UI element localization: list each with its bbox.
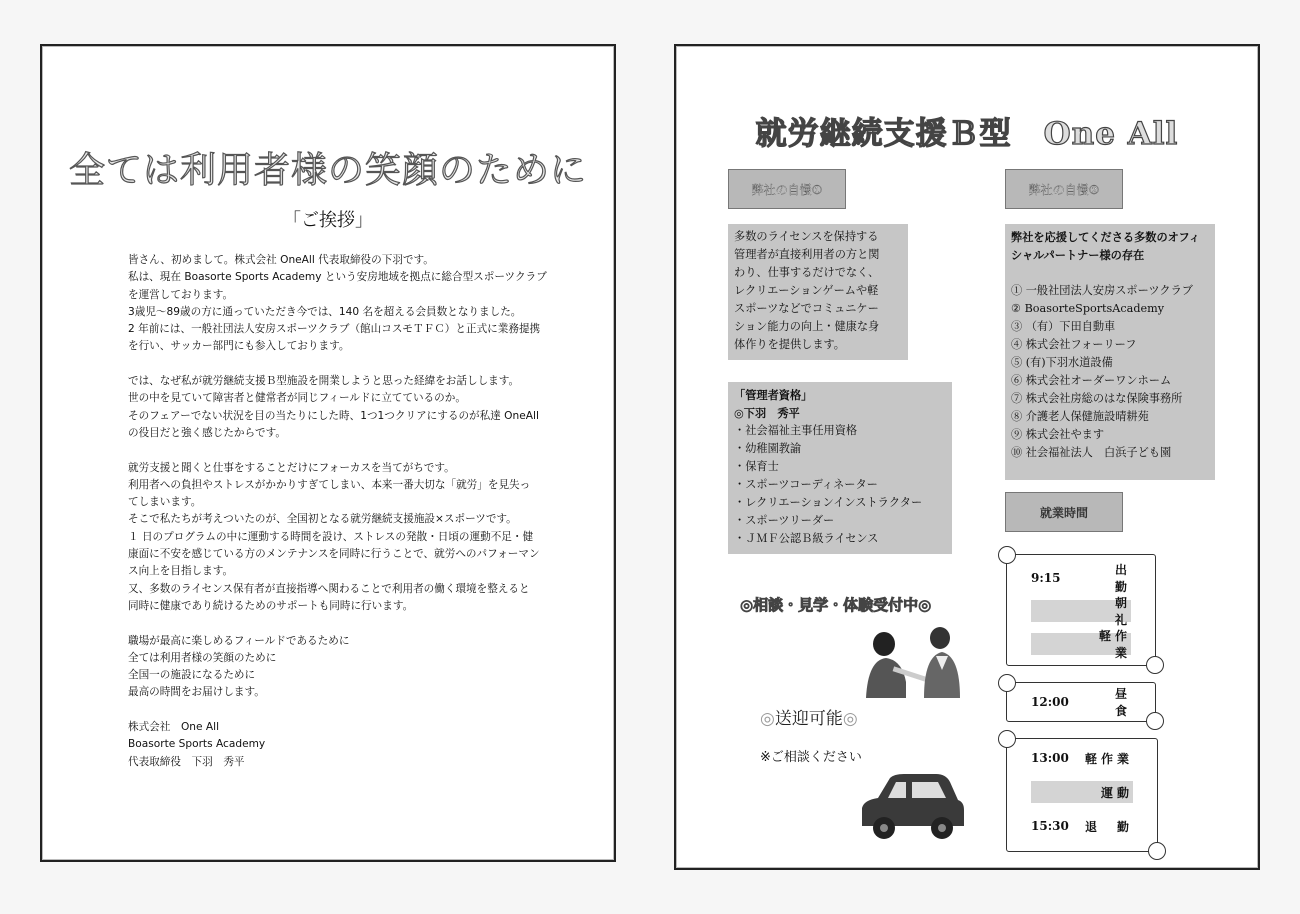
letter-line: てしまいます。 xyxy=(128,496,202,509)
pride1-line: 多数のライセンスを保持する xyxy=(734,230,879,243)
letter-line: 職場が最高に楽しめるフィールドであるために xyxy=(128,634,350,647)
letter-line: 2 年前には、一般社団法人安房スポーツクラブ（館山コスモＴＦＣ）と正式に業務提携 xyxy=(128,323,541,336)
pride1-line: スポーツなどでコミュニケー xyxy=(734,302,879,315)
letter-line: 又、多数のライセンス保有者が直接指導へ関わることで利用者の働く環境を整えると xyxy=(128,582,530,595)
letter-line: 同時に健康であり続けるためのサポートも同時に行います。 xyxy=(128,599,414,612)
pride2-heading-line: シャルパートナー様の存在 xyxy=(1011,248,1145,262)
schedule-activity: 朝 礼 xyxy=(1114,596,1148,627)
schedule-activity: 運動 xyxy=(1100,785,1133,800)
partner-item: ③ （有）下田自動車 xyxy=(1011,320,1116,333)
pride1-tag: 弊社の自慢① xyxy=(728,169,846,209)
letter-line: 利用者への負担やストレスがかかりすぎてしまい、本来一番大切な「就労」を見失っ xyxy=(128,478,531,491)
scroll-curl xyxy=(1146,712,1164,730)
pride1-line: わり、仕事するだけでなく、 xyxy=(734,266,880,279)
letter-line: そのフェアーでない状況を目の当たりにした時、1つ1つクリアにするのが私達 OneAll xyxy=(128,409,539,422)
letter-line: ス向上を目指します。 xyxy=(128,565,234,578)
letter-line: を運営しております。 xyxy=(128,288,234,301)
pickup-ring-left: ◎ xyxy=(760,709,775,729)
signature-line: Boasorte Sports Academy xyxy=(128,738,266,751)
partner-item: ⑤ (有)下羽水道設備 xyxy=(1011,356,1113,369)
schedule-row xyxy=(1031,747,1133,769)
pickup-ring-right: ◎ xyxy=(842,709,858,729)
partner-item: ⑨ 株式会社やます xyxy=(1011,428,1105,441)
pride1-line: 管理者が直接利用者の方と関 xyxy=(734,248,880,261)
qualification-item: ・スポーツリーダー xyxy=(734,514,835,527)
work-hours-tag: 就業時間 xyxy=(1005,492,1123,532)
scroll-curl xyxy=(998,674,1016,692)
schedule-activity: 出 勤 xyxy=(1114,563,1148,594)
letter-line: 皆さん、初めまして。株式会社 OneAll 代表取締役の下羽です。 xyxy=(128,254,434,266)
letter-line: そこで私たちが考えついたのが、全国初となる就労継続支援施設×スポーツです。 xyxy=(128,513,517,526)
facility-page xyxy=(674,44,1260,870)
page-title: 全ては利用者様の笑顔のために xyxy=(68,150,587,191)
schedule-row xyxy=(1031,687,1148,718)
schedule-row xyxy=(1031,629,1131,660)
letter-line: 3歳児～89歳の方に通っていただき今では、140 名を超える会員数となりました。 xyxy=(128,305,522,318)
schedule-row xyxy=(1031,781,1133,803)
letter-line: 世の中を見ていて障害者と健常者が同じフィールドに立てているのか。 xyxy=(128,392,466,405)
schedule-morning-scroll xyxy=(1006,554,1156,666)
manager-heading: 「管理者資格」 xyxy=(734,388,813,402)
partner-item: ① 一般社団法人安房スポーツクラブ xyxy=(1011,284,1193,297)
letter-line: １ 日のプログラムの中に運動する時間を設け、ストレスの発散・日頃の運動不足・健 xyxy=(128,530,534,543)
qualification-item: ・保育士 xyxy=(734,460,779,473)
scroll-curl xyxy=(998,546,1016,564)
greeting-page xyxy=(40,44,616,862)
car-icon xyxy=(856,770,968,842)
qualification-item: ・レクリエーションインストラクター xyxy=(734,496,923,509)
schedule-activity: 退 勤 xyxy=(1085,819,1134,834)
pride1-line: レクリエーションゲームや軽 xyxy=(734,284,879,297)
schedule-activity: 軽作業 xyxy=(1085,751,1134,766)
partner-item: ⑧ 介護老人保健施設晴耕苑 xyxy=(1011,410,1149,423)
consultation-banner: ◎相談・見学・体験受付中◎ xyxy=(740,596,932,614)
pride2-heading-line: 弊社を応援してくださる多数のオフィ xyxy=(1011,230,1200,244)
manager-qualifications-box xyxy=(728,382,952,554)
letter-line: の役目だと強く感じたからです。 xyxy=(128,426,286,439)
letter-line: では、なぜ私が就労継続支援Ｂ型施設を開業しようと思った経緯をお話しします。 xyxy=(128,375,520,388)
letter-line: 最高の時間をお届けします。 xyxy=(128,686,265,699)
qualification-item: ・ＪＭＦ公認Ｂ級ライセンス xyxy=(734,532,879,545)
qualification-item: ・社会福祉主事任用資格 xyxy=(734,424,858,437)
manager-name: ◎下羽 秀平 xyxy=(734,406,800,420)
scroll-curl xyxy=(1146,656,1164,674)
pride1-line: 体作りを提供します。 xyxy=(734,338,845,351)
letter-line: 康面に不安を感じている方のメンテナンスを同時に行うことで、就労へのパフォーマン xyxy=(128,548,540,561)
consultation-people-illustration xyxy=(862,622,972,698)
consultation-note: ※ご相談ください xyxy=(760,750,862,765)
greeting-heading: 「ご挨拶」 xyxy=(283,210,373,231)
signature xyxy=(128,719,548,771)
schedule-row xyxy=(1031,563,1148,594)
schedule-time: 13:00 xyxy=(1031,751,1069,765)
schedule-row xyxy=(1031,815,1133,837)
qualification-item: ・幼稚園教諭 xyxy=(734,442,802,455)
schedule-afternoon-scroll xyxy=(1006,738,1158,852)
letter-line: を行い、サッカー部門にも参入しております。 xyxy=(128,340,350,353)
letter-line: 全ては利用者様の笑顔のために xyxy=(128,651,277,664)
qualification-item: ・スポーツコーディネーター xyxy=(734,478,878,491)
schedule-time: 9:15 xyxy=(1031,571,1061,585)
schedule-time: 12:00 xyxy=(1031,695,1069,709)
partner-item: ⑥ 株式会社オーダーワンホーム xyxy=(1011,374,1172,387)
schedule-activity: 昼 食 xyxy=(1114,687,1148,718)
partner-item: ⑦ 株式会社房総のはな保険事務所 xyxy=(1011,392,1183,405)
pride2-box xyxy=(1005,224,1215,480)
signature-line: 代表取締役 下羽 秀平 xyxy=(128,755,245,768)
partner-item: ② BoasorteSportsAcademy xyxy=(1011,302,1165,315)
signature-line: 株式会社 One All xyxy=(128,721,220,734)
schedule-row xyxy=(1031,596,1148,627)
facility-title: 就労継続支援Ｂ型 One All xyxy=(755,116,1179,152)
schedule-lunch-scroll xyxy=(1006,682,1156,722)
partner-item: ⑩ 社会福祉法人 白浜子ども園 xyxy=(1011,446,1172,459)
letter-line: 全国一の施設になるために xyxy=(128,669,256,682)
scroll-curl xyxy=(1148,842,1166,860)
pride1-box xyxy=(728,224,908,360)
scroll-curl xyxy=(998,730,1016,748)
pride2-tag: 弊社の自慢② xyxy=(1005,169,1123,209)
letter-line: 就労支援と聞くと仕事をすることだけにフォーカスを当てがちです。 xyxy=(128,461,455,474)
schedule-time: 15:30 xyxy=(1031,819,1069,833)
greeting-letter xyxy=(128,252,548,771)
letter-line: 私は、現在 Boasorte Sports Academy という安房地域を拠点に総合型スポーツクラブ xyxy=(128,271,547,284)
partner-item: ④ 株式会社フォーリーフ xyxy=(1011,338,1137,351)
schedule-activity: 軽作業 xyxy=(1098,629,1131,660)
pride1-line: ション能力の向上・健康な身 xyxy=(734,320,880,333)
pickup-text: 送迎可能 xyxy=(774,709,843,729)
pickup-available xyxy=(760,704,858,729)
